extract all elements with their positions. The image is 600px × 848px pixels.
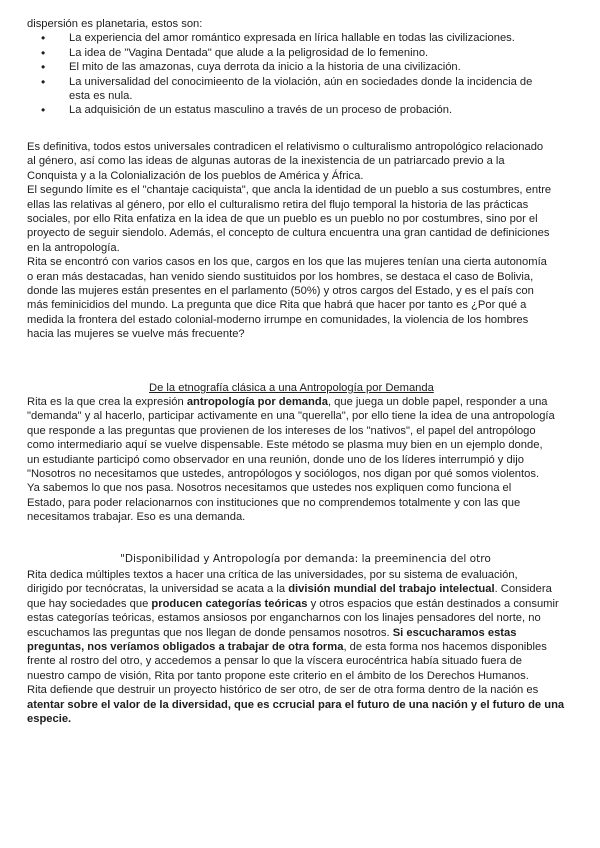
text-line: Rita dedica múltiples textos a hacer una crítica de las universidades, por su sistema de evaluación, (27, 569, 518, 581)
paragraph-universals (27, 140, 577, 341)
text-line: Estado, para poder relacionarnos con instituciones que no comprendemos totalmente y con las que (27, 496, 521, 509)
emphasis-term: división mundial del trabajo intelectual (288, 583, 495, 596)
text-line: frente al rostro del otro, y accedemos a pensar lo que la víscera eurocéntrica había situado fuera de (27, 655, 523, 668)
text-line: Rita es la que crea la expresión antropología por demanda, que juega un doble papel, responder a una (27, 396, 548, 408)
paragraph-availability (27, 568, 577, 726)
text-line: necesitamos trabajar. Eso es una demanda. (27, 511, 246, 524)
text-line: Rita defiende que destruir un proyecto histórico de ser otro, de ser de otra forma dentro de la nación es (27, 684, 539, 697)
text-line: El segundo límite es el "chantaje caciquista", que ancla la identidad de un pueblo a sus costumbres, entre (27, 184, 552, 197)
text-line: un estudiante participó como observador en una reunión, donde uno de los líderes interrumpió y dijo (27, 453, 524, 466)
emphasis-term: atentar sobre el valor de la diversidad, que es ccrucial para el futuro de una nación y el futuro de una (27, 698, 565, 711)
text-line: en la antropología. (27, 241, 120, 254)
text-line: o eran más destacadas, han venido siendo sustituidos por los hombres, se destaca el caso de Bolivia, (27, 270, 534, 283)
text-line (27, 712, 577, 726)
emphasis-term: especie. (27, 712, 72, 725)
text-line: estas categorías teóricas, estamos ansiosos por engancharnos con los linajes pensadores del norte, no (27, 612, 541, 625)
text-line: como intermediario aquí se vuelve dispensable. Este método se plasma muy bien en un ejemplo donde, (27, 439, 543, 452)
text-line: ellas las relativas al género, por ello el culturalismo retira del flujo temporal la historia de las prácticas (27, 198, 529, 211)
text-line: que responde a las preguntas que provienen de los intereses de los "nativos", el papel del antropólogo (27, 424, 536, 437)
section-title-availability: "Disponibilidad y Antropología por demanda: la preeminencia del otro (120, 553, 491, 565)
universals-list (27, 31, 577, 117)
emphasis-term: Si escucharamos estas (392, 626, 517, 639)
list-item: • La experiencia del amor romántico expresada en lírica hallable en todas las civilizaciones. (27, 31, 577, 45)
text-line: preguntas, nos veríamos obligados a trabajar de otra forma, de esta forma nos hacemos disponibles (27, 640, 547, 653)
text-line: más feminicidios del mundo. La pregunta que dice Rita que habrá que hacer por tanto es ¿Por qué a (27, 299, 527, 312)
text-line: al género, así como las ideas de algunas autoras de la inexistencia de un patriarcado previo a la (27, 155, 505, 168)
list-item-continuation: esta es nula. (69, 89, 133, 102)
text-line (27, 698, 577, 712)
text-line: sociales, por ello Rita enfatiza en la idea de que un pueblo es un pueblo no por costumbres, sino por el (27, 212, 538, 225)
intro-line: dispersión es planetaria, estos son: (27, 18, 203, 30)
text-line: Rita se encontró con varios casos en los que, cargos en los que las mujeres tenían una cierta autonomía (27, 256, 547, 269)
text-line: que hay sociedades que producen categorías teóricas y otros espacios que están destinados a consumir (27, 597, 559, 610)
text-line: donde las mujeres están presentes en el parlamento (50%) y otros cargos del Estado, y es el país con (27, 284, 534, 297)
text-line: Es definitiva, todos estos universales contradicen el relativismo o culturalismo antropológico relacionado (27, 141, 544, 153)
text-line: escuchamos las preguntas que nos llegan de donde pensamos nosotros. Si escucharamos estas (27, 626, 517, 639)
text-line: medida la frontera del estado colonial-moderno irrumpe en comunidades, la violencia de los hombres (27, 313, 529, 326)
text-line: dirigido por tecnócratas, la universidad se acata a la división mundial del trabajo intelectual. Considera (27, 583, 552, 596)
text-line: nuestro campo de visión, Rita por tanto propone este criterio en el ámbito de los Derechos Humanos. (27, 669, 529, 682)
emphasis-term: preguntas, nos veríamos obligados a trabajar de otra forma (27, 640, 344, 653)
section-title-demand: De la etnografía clásica a una Antropología por Demanda (149, 382, 434, 394)
emphasis-term: producen categorías teóricas (151, 597, 308, 610)
list-item: • La adquisición de un estatus masculino a través de un proceso de probación. (27, 103, 577, 117)
text-line: Ya sabemos lo que nos pasa. Nosotros necesitamos que ustedes nos expliquen como funciona el (27, 482, 512, 495)
text-line: "demanda" y al hacerlo, participar activamente en una "querella", por ello tiene la idea de una antropología (27, 410, 555, 423)
list-item: • La idea de "Vagina Dentada" que alude a la peligrosidad de lo femenino. (27, 46, 577, 60)
paragraph-demand (27, 395, 577, 525)
text-line: Conquista y a la Colonialización de los pueblos de América y África. (27, 169, 364, 182)
emphasis-term: antropología por demanda (186, 396, 328, 408)
text-line: hacia las mujeres se vuelve más frecuente? (27, 328, 245, 341)
text-line: "Nosotros no necesitamos que ustedes, antropólogos y sociólogos, nos digan por qué somos violentos. (27, 467, 540, 480)
text-line: proyecto de seguir siendolo. Además, el concepto de cultura encuentra una gran cantidad de definiciones (27, 227, 550, 240)
intro-section (27, 17, 577, 118)
list-item: • La universalidad del conocimieento de la violación, aún en sociedades donde la incidencia de (27, 75, 577, 89)
list-item: • El mito de las amazonas, cuya derrota da inicio a la historia de una civilización. (27, 60, 577, 74)
